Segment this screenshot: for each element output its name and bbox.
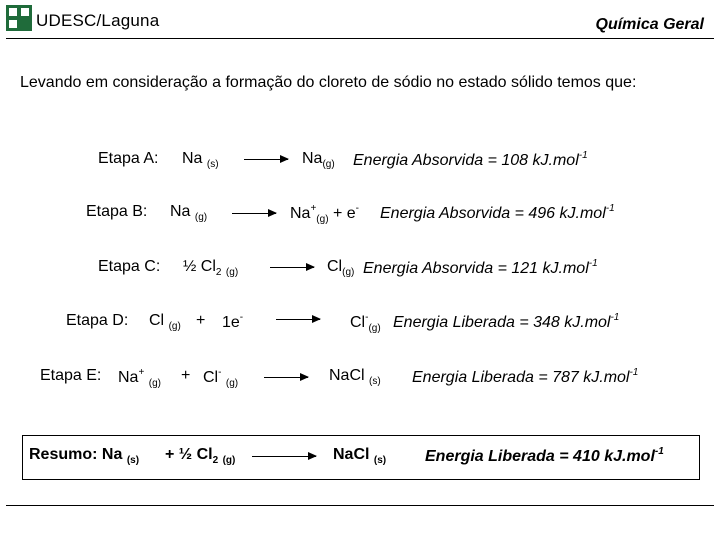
step-e-label: Etapa E:: [40, 367, 102, 384]
step-d-plus: +: [196, 312, 206, 329]
intro-paragraph: Levando em consideração a formação do cloreto de sódio no estado sólido temos que:: [20, 74, 637, 91]
logo-icon: [6, 5, 32, 31]
step-e-reactant2: Cl- $_{(g)}$: [203, 367, 239, 389]
step-d-reactant: Cl $_{(g)}$: [149, 312, 181, 332]
summary-product: NaCl $_{(s)}$: [333, 446, 387, 466]
step-d-energy: Energia Liberada = 348 kJ.mol$^{-1}$: [393, 312, 620, 331]
step-e-product: NaCl $_{(s)}$: [329, 367, 381, 387]
step-b-reactant: Na $_{(g)}$: [170, 203, 208, 223]
step-c-label: Etapa C:: [98, 258, 161, 275]
reaction-arrow-d: [276, 319, 320, 320]
step-e-energy: Energia Liberada = 787 kJ.mol$^{-1}$: [412, 367, 639, 386]
reaction-arrow-b: [232, 213, 276, 214]
step-e-plus: +: [181, 367, 191, 384]
reaction-arrow-a: [244, 159, 288, 160]
reaction-arrow-c: [270, 267, 314, 268]
step-c-product: $Cl_{(g)}$: [327, 258, 355, 278]
page-title: Química Geral: [595, 16, 704, 33]
step-d-product: $Cl^-_{(g)}$: [350, 312, 381, 334]
step-c-energy: Energia Absorvida = 121 kJ.mol$^{-1}$: [363, 258, 598, 277]
step-b-product: $Na^+_{(g)} + e^-$: [290, 203, 360, 225]
reaction-arrow-e: [264, 377, 308, 378]
reaction-arrow-summary: [252, 456, 316, 457]
step-b-energy: Energia Absorvida = 496 kJ.mol$^{-1}$: [380, 203, 615, 222]
step-a-product: $Na_{(g)}$: [302, 150, 335, 170]
step-e-reactant: Na+ $_{(g)}$: [118, 367, 161, 389]
step-d-electron: 1e-: [222, 312, 244, 331]
summary-energy: Energia Liberada = 410 kJ.mol$^{-1}$: [425, 446, 664, 465]
logo-text: UDESC/Laguna: [36, 11, 160, 30]
summary-label: Resumo: Na $_{(s)}$: [29, 446, 140, 466]
header-divider: [6, 38, 714, 39]
step-b-label: Etapa B:: [86, 203, 148, 220]
step-c-reactant: ½ $Cl_2$ $_{(g)}$: [183, 258, 239, 278]
summary-reactant2: + ½ $Cl_2$ $_{(g)}$: [165, 446, 236, 466]
step-d-label: Etapa D:: [66, 312, 129, 329]
step-a-reactant: Na $_{(s)}$: [182, 150, 219, 170]
step-a-label: Etapa A:: [98, 150, 159, 167]
footer-divider: [6, 505, 714, 506]
step-a-energy: Energia Absorvida = 108 kJ.mol$^{-1}$: [353, 150, 588, 169]
